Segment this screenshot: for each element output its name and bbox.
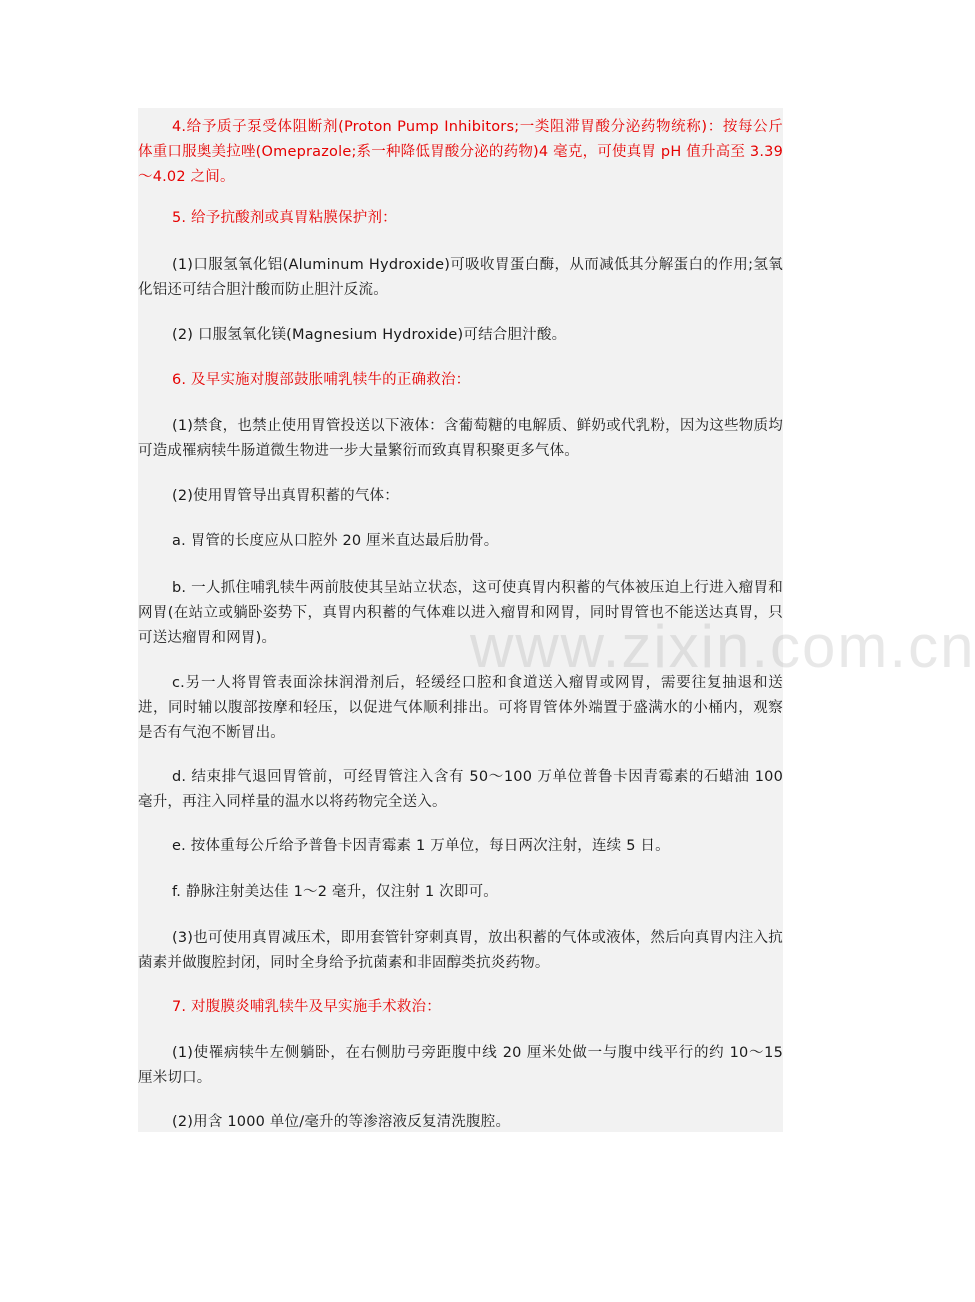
paragraph-step-d: d. 结束排气退回胃管前，可经胃管注入含有 50～100 万单位普鲁卡因青霉素的石蜡油 100 毫升，再注入同样量的温水以将药物完全送入。 xyxy=(138,769,783,810)
paragraph-surgical-incision: (1)使罹病犊牛左侧躺卧，在右侧肋弓旁距腹中线 20 厘米处做一与腹中线平行的约 10～15 厘米切口。 xyxy=(138,1045,783,1086)
paragraph-step-f: f. 静脉注射美达佳 1～2 毫升，仅注射 1 次即可。 xyxy=(172,884,498,900)
paragraph-proton-pump-inhibitors: 4.给予质子泵受体阻断剂(Proton Pump Inhibitors;一类阻滞胃酸分泌药物统称)：按每公斤体重口服奥美拉唑(Omeprazole;系一种降低胃酸分泌的药物)4 毫克，可使真胃 pH 值升高至 3.39～4.02 之间。 xyxy=(138,119,783,185)
document-content-block xyxy=(138,108,783,1132)
site-watermark: www.zixin.com.cn xyxy=(470,613,975,680)
heading-bloat-treatment: 6. 及早实施对腹部鼓胀哺乳犊牛的正确救治： xyxy=(172,372,471,388)
paragraph-aluminum-hydroxide: (1)口服氢氧化铝(Aluminum Hydroxide)可吸收胃蛋白酶，从而减低其分解蛋白的作用;氢氧化铝还可结合胆汁酸而防止胆汁反流。 xyxy=(138,257,783,298)
paragraph-step-e: e. 按体重每公斤给予普鲁卡因青霉素 1 万单位，每日两次注射，连续 5 日。 xyxy=(172,838,670,854)
heading-antacid-protectant: 5. 给予抗酸剂或真胃粘膜保护剂： xyxy=(172,210,397,226)
paragraph-fasting: (1)禁食，也禁止使用胃管投送以下液体：含葡萄糖的电解质、鲜奶或代乳粉，因为这些物质均可造成罹病犊牛肠道微生物进一步大量繁衍而致真胃积聚更多气体。 xyxy=(138,418,783,459)
paragraph-lavage: (2)用含 1000 单位/毫升的等渗溶液反复清洗腹腔。 xyxy=(172,1114,511,1130)
paragraph-step-a: a. 胃管的长度应从口腔外 20 厘米直达最后肋骨。 xyxy=(172,533,499,549)
paragraph-step-b: b. 一人抓住哺乳犊牛两前肢使其呈站立状态，这可使真胃内积蓄的气体被压迫上行进入瘤胃和网胃(在站立或躺卧姿势下，真胃内积蓄的气体难以进入瘤胃和网胃，同时胃管也不能送达真胃，只可送达瘤胃和网胃)。 xyxy=(138,580,783,646)
paragraph-step-c: c.另一人将胃管表面涂抹润滑剂后，轻缓经口腔和食道送入瘤胃或网胃，需要往复抽退和送进，同时辅以腹部按摩和轻压，以促进气体顺利排出。可将胃管体外端置于盛满水的小桶内，观察是否有气泡不断冒出。 xyxy=(138,675,783,741)
paragraph-magnesium-hydroxide: (2) 口服氢氧化镁(Magnesium Hydroxide)可结合胆汁酸。 xyxy=(172,327,567,343)
paragraph-stomach-tube: (2)使用胃管导出真胃积蓄的气体： xyxy=(172,488,399,504)
heading-peritonitis-surgery: 7. 对腹膜炎哺乳犊牛及早实施手术救治： xyxy=(172,999,441,1015)
paragraph-decompression: (3)也可使用真胃减压术，即用套管针穿刺真胃，放出积蓄的气体或液体，然后向真胃内注入抗菌素并做腹腔封闭，同时全身给予抗菌素和非固醇类抗炎药物。 xyxy=(138,930,783,971)
